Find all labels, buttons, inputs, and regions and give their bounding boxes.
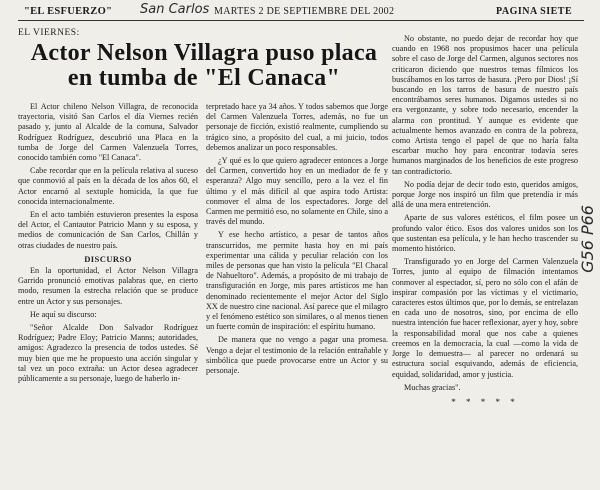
- paragraph: Y ese hecho artístico, a pesar de tantos años transcurridos, me permite hasta hoy en mi país experimentar una cálida y peculiar relación con los miles de personas que han visto la película "El Chacal de Nahueltoro". Además, a propósito de mi trabajo de transfiguración en Jorge, mis pares artísticos me han denominado recientemente el mejor Actor del Siglo XX de nuestro cine nacional. Así parece que el milagro y el fenómeno estético son similares, o al menos tienen un fuerte común de inspiración: el espíritu humano.: [206, 230, 388, 332]
- paragraph: terpretado hace ya 34 años. Y todos sabemos que Jorge del Carmen Valenzuela Torres, además, no fue un personaje de ficción, existió realmente, cumpliendo su trágico sino, a propósito del cual, a mi juicio, todos debemos analizar un poco responsables.: [206, 102, 388, 152]
- handwritten-city: San Carlos: [140, 2, 210, 17]
- paragraph: Transfigurado yo en Jorge del Carmen Valenzuela Torres, junto al equipo de filmación intentamos conmover al espectador, sí, pero no sólo con el afán de inspirar compasión por las víctimas y el victimario, caracteres estos últimos que, por lo demás, se entrelazan en cada uno de nosotros, sino, por encima de ello nuestra intención fue hacer reflexionar, ayer y hoy, sobre la responsabilidad moral que nos cabe a quienes creemos en la democracia, la cual —como la vida de Jorge lo demuestra— al parecer no ordenará su estructura social esquivando, además de eficiencia, equidad, solidaridad, amor y justicia.: [392, 257, 578, 379]
- article-headline: Actor Nelson Villagra puso placa en tumba de "El Canaca": [30, 40, 378, 91]
- paragraph: En la oportunidad, el Actor Nelson Villagra Garrido pronunció emotivas palabras que, en cierto modo, resumen la estrecha relación que se produce entre un Actor y sus personajes.: [18, 266, 198, 306]
- paragraph: No obstante, no puedo dejar de recordar hoy que cuando en 1968 nos propusimos hacer una película sobre el caso de Jorge del Carmen, algunos sectores nos criticaron diciendo que nuestros temas fílmicos los buscábamos en los tarros de basura. ¡Pero por Dios! ¡Sí buscando en los tarros de basura de nuestro país encontrábamos seres humanos. Digamos ustedes si no era vergonzante, y sobre todo necesario, encender la alarma con prontitud. Y aunque es evidente que actualmente hemos avanzado en contra de la pobreza, como Artista tengo el papel de que no haría falta escarbar mucho hoy para encontrar todavía seres humanos marginados de los beneficios de este progreso tan contradictorio.: [392, 34, 578, 176]
- article-kicker: EL VIERNES:: [18, 28, 80, 38]
- end-mark: * * * * *: [451, 396, 519, 407]
- column-1: [18, 102, 198, 486]
- page-header: [18, 4, 586, 20]
- header-rule: [18, 20, 584, 21]
- paragraph: El Actor chileno Nelson Villagra, de reconocida trayectoria, visitó San Carlos el día Viernes recién pasado y, junto al Alcalde de la comuna, Salvador Rodríguez Rodríguez, descubrió una Placa en la tumba de Jorge del Carmen Valenzuela Torres, conocido también como "El Canaca".: [18, 102, 198, 163]
- section-title: DISCURSO: [84, 253, 132, 264]
- issue-date: MARTES 2 DE SEPTIEMBRE DEL 2002: [214, 6, 395, 17]
- column-3: [392, 34, 578, 486]
- handwritten-annotation: G56 P66: [578, 205, 597, 273]
- paragraph: No podía dejar de decir todo esto, queridos amigos, porque Jorge nos inspiró un film que pretendía ir más allá de una mera entretención.: [392, 179, 578, 210]
- paragraph: En el acto también estuvieron presentes la esposa del Actor, el Cantautor Patricio Mann y su esposa, y medios de comunicación de San Carlos, Chillán y otras ciudades de nuestro país.: [18, 210, 198, 250]
- newspaper-name: "EL ESFUERZO": [24, 6, 113, 17]
- page-number: PAGINA SIETE: [496, 6, 573, 17]
- column-2: [206, 102, 388, 486]
- paragraph: De manera que no vengo a pagar una promesa. Vengo a dejar el testimonio de la relación entrañable y simbólica que puede provocarse entre un Actor y su personaje.: [206, 335, 388, 376]
- paragraph: Aparte de sus valores estéticos, el film posee un profundo valor ético. Esos dos valores unidos son los que sustentan esa película, y le han hecho trascender su momento histórico.: [392, 213, 578, 254]
- paragraph: Cabe recordar que en la película relativa al suceso que conmovió al país en la década de los años 60, el Actor encarnó al sextuple homicida, la que fue conocida internacionalmente.: [18, 166, 198, 206]
- paragraph: Muchas gracias".: [404, 382, 461, 392]
- paragraph: ¿Y qué es lo que quiero agradecer entonces a Jorge del Carmen, convertido hoy en un mediador de fe y esperanza? Algo muy sencillo, pero a la vez el fin último y el más difícil al que aspira todo Artista: conmover el alma de los espectadores. Jorge del Carmen me permitió eso, no solamente en Chile, sino a través del mundo.: [206, 156, 388, 227]
- paragraph: He aquí su discurso:: [30, 309, 97, 319]
- paragraph: "Señor Alcalde Don Salvador Rodríguez Rodríguez; Padre Eloy; Patricio Manns; autoridades, amigos: Agradezco la presencia de todos ustedes. Sé muy bien que me he propuesto una acción singular y tal vez un poco extraña: un Actor desea agradecer públicamente a su personaje, luego de haberlo in-: [18, 323, 198, 384]
